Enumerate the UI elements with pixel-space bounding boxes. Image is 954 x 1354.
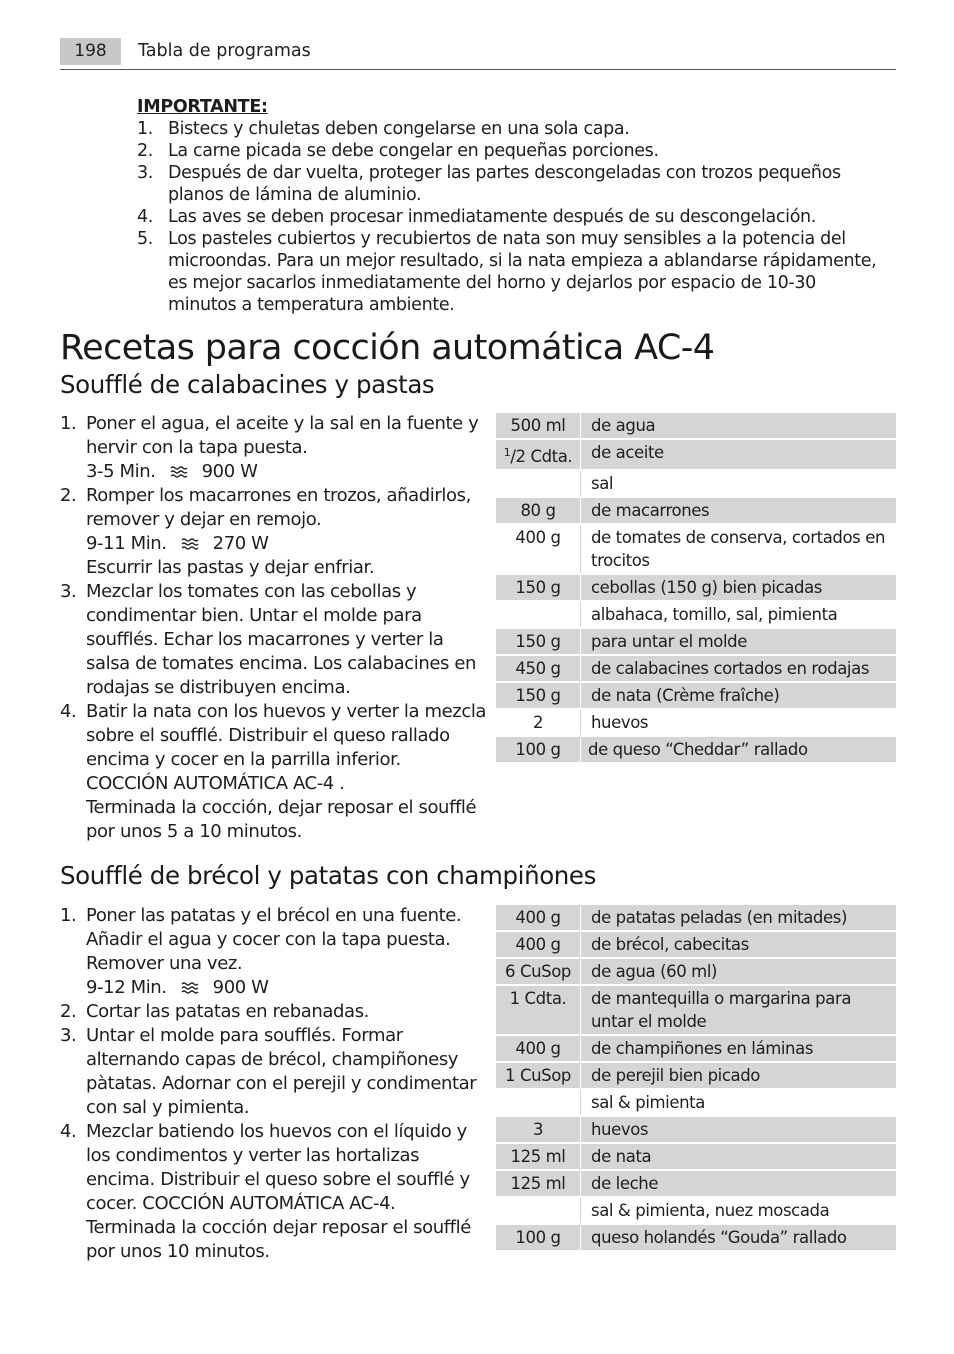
table-row: 2 huevos [496, 709, 896, 736]
table-row: 6 CuSop de agua (60 ml) [496, 958, 896, 985]
list-item: 1. Bistecs y chuletas deben congelarse en una sola capa. [137, 119, 630, 139]
list-item: 3. Después de dar vuelta, proteger las partes descongeladas con trozos pequeños planos de lámina de aluminio. [137, 163, 841, 205]
table-row: sal & pimienta, nuez moscada [496, 1197, 896, 1224]
list-item: 4. Las aves se deben procesar inmediatamente después de su descongelación. [137, 207, 817, 227]
page-number: 198 [60, 38, 121, 65]
table-row: 400 g de patatas peladas (en mitades) [496, 905, 896, 931]
table-row: 400 g de brécol, cabecitas [496, 931, 896, 958]
important-notes [137, 96, 897, 316]
microwave-power-icon [170, 466, 188, 478]
table-row: 100 g de queso “Cheddar” rallado [496, 736, 896, 763]
table-row: 500 ml de agua [496, 413, 896, 439]
table-row: 1 Cdta. de mantequilla o margarina para untar el molde [496, 985, 896, 1035]
list-item: 4. Mezclar batiendo los huevos con el líquido y los condimentos y verter las hortalizas encima. Distribuir el queso sobre el soufflé y cocer. COCCIÓN AUTOMÁTICA AC-4. Terminada la cocción dejar reposar el soufflé por unos 10 minutos. [60, 1121, 471, 1262]
microwave-power-icon [181, 538, 199, 550]
list-item: 3. Mezclar los tomates con las cebollas y condimentar bien. Untar el molde para soufflés. Echar los macarrones y verter la salsa de tomates encima. Los calabacines en rodajas se distribuyen encima. [60, 581, 477, 698]
recipe-1-steps [60, 412, 492, 844]
table-row: 400 g de tomates de conserva, cortados en trocitos [496, 524, 896, 574]
list-item: 2. La carne picada se debe congelar en pequeñas porciones. [137, 141, 659, 161]
list-item: 4. Batir la nata con los huevos y verter la mezcla sobre el soufflé. Distribuir el queso rallado encima y cocer en la parrilla inferior. COCCIÓN AUTOMÁTICA AC-4 . Terminada la cocción, dejar reposar el soufflé por unos 5 a 10 minutos. [60, 701, 487, 842]
list-item: 2. Romper los macarrones en trozos, añadirlos, remover y dejar en remojo. 9-11 Min. 270 W Escurrir las pastas y dejar enfriar. [60, 485, 471, 578]
page-title: Recetas para cocción automática AC-4 [60, 328, 715, 368]
table-row: 400 g de champiñones en láminas [496, 1035, 896, 1062]
table-row: albahaca, tomillo, sal, pimienta [496, 601, 896, 628]
table-row: 150 g de nata (Crème fraîche) [496, 682, 896, 709]
header-title: Tabla de programas [138, 41, 311, 61]
table-row: sal & pimienta [496, 1089, 896, 1116]
table-row: 100 g queso holandés “Gouda” rallado [496, 1224, 896, 1251]
recipe-2-title: Soufflé de brécol y patatas con champiñones [60, 861, 596, 890]
table-row: 450 g de calabacines cortados en rodajas [496, 655, 896, 682]
table-row: 3 huevos [496, 1116, 896, 1143]
table-row: 1 CuSop de perejil bien picado [496, 1062, 896, 1089]
list-item: 1. Poner las patatas y el brécol en una fuente. Añadir el agua y cocer con la tapa puesta. Remover una vez. 9-12 Min. 900 W [60, 905, 462, 998]
list-item: 3. Untar el molde para soufflés. Formar alternando capas de brécol, champiñonesy pàtatas. Adornar con el perejil y condimentar con sal y pimienta. [60, 1025, 477, 1118]
important-list [137, 118, 897, 316]
recipe-2-ingredients-table [496, 905, 896, 1252]
table-row: 125 ml de leche [496, 1170, 896, 1197]
table-row: $^1$/2 Cdta. de aceite [496, 439, 896, 470]
table-row: 150 g cebollas (150 g) bien picadas [496, 574, 896, 601]
important-title: IMPORTANTE: [137, 97, 268, 117]
recipe-1-title: Soufflé de calabacines y pastas [60, 370, 435, 399]
list-item: 5. Los pasteles cubiertos y recubiertos de nata son muy sensibles a la potencia del microondas. Para un mejor resultado, si la nata empieza a ablandarse rápidamente, es mejor sacarlos inmediatamente del horno y dejarlos por espacio de 10-30 minutos a temperatura ambiente. [137, 229, 877, 315]
recipe-1-ingredients-table [496, 413, 896, 764]
recipe-2-steps [60, 904, 492, 1264]
page-header [60, 38, 896, 70]
table-row: 80 g de macarrones [496, 497, 896, 524]
list-item: 1. Poner el agua, el aceite y la sal en la fuente y hervir con la tapa puesta. 3-5 Min. 900 W [60, 413, 479, 482]
table-row: sal [496, 470, 896, 497]
table-row: 125 ml de nata [496, 1143, 896, 1170]
list-item: 2. Cortar las patatas en rebanadas. [60, 1001, 369, 1022]
microwave-power-icon [181, 982, 199, 994]
table-row: 150 g para untar el molde [496, 628, 896, 655]
